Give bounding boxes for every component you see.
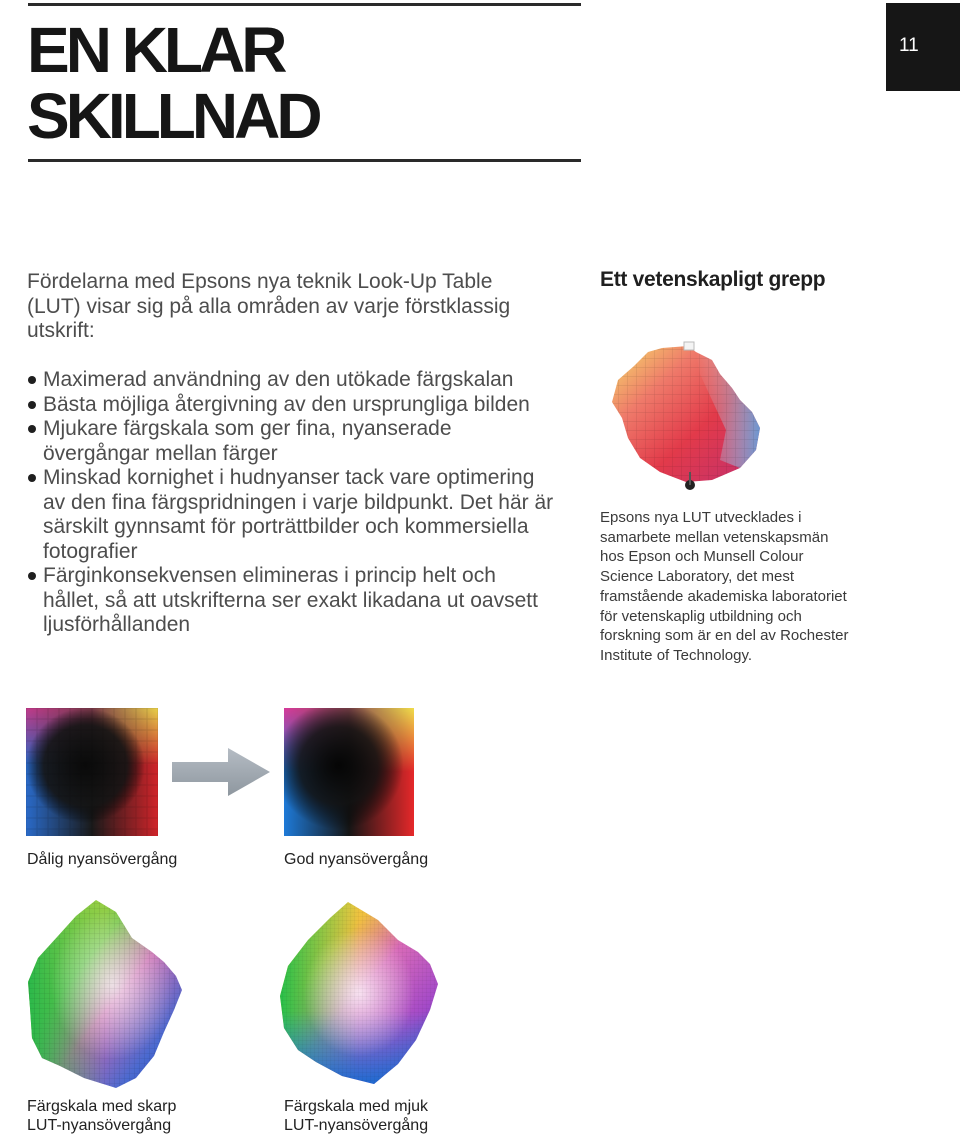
gamut-solid-sharp xyxy=(24,898,186,1090)
sidebar-text: Epsons nya LUT utvecklades i samarbete mellan vetenskapsmän hos Epson och Munsell Colour Science Laboratory, det mest framstående akademiska laboratoriet för vetenskaplig utbildning och forskning som är en del av Rochester Institute of Technology. xyxy=(600,509,849,664)
list-item-continuation: övergångar mellan färger xyxy=(43,441,278,465)
bullet-icon xyxy=(28,425,36,433)
caption-bad-gradient: Dålig nyansövergång xyxy=(27,851,178,868)
bullet-icon xyxy=(28,474,36,482)
list-item: Minskad kornighet i hudnyanser tack vare optimering xyxy=(27,466,587,491)
intro-line: utskrift: xyxy=(27,319,95,342)
list-item: Mjukare färgskala som ger fina, nyanserade xyxy=(27,417,587,442)
top-rule xyxy=(28,3,581,6)
intro-line: (LUT) visar sig på alla områden av varje förstklassig xyxy=(27,294,511,318)
list-item-continuation: särskilt gynnsamt för porträttbilder och kommersiella xyxy=(43,515,529,538)
intro-paragraph xyxy=(27,270,587,344)
benefits-list xyxy=(27,368,587,638)
page-number: 11 xyxy=(899,35,919,56)
list-item-continuation: hållet, så att utskrifterna ser exakt likadana ut oavsett xyxy=(43,588,538,612)
list-item-continuation: av den fina färgspridningen i varje bildpunkt. Det här är xyxy=(43,490,554,514)
caption-good-gradient: God nyansövergång xyxy=(284,851,429,868)
list-item-continuation: fotografier xyxy=(43,539,138,563)
intro-line: Fördelarna med Epsons nya teknik Look-Up Table xyxy=(27,270,493,293)
color-solid-illustration xyxy=(600,340,770,490)
list-item: Bästa möjliga återgivning av den ursprungliga bilden xyxy=(27,393,587,418)
page-number-box xyxy=(886,3,960,91)
caption-smooth-gamut: Färgskala med mjuk LUT-nyansövergång xyxy=(284,1098,429,1134)
page-title-line-2: SKILLNAD xyxy=(27,80,319,152)
gradient-square-good xyxy=(284,708,414,836)
sidebar-title: Ett vetenskapligt grepp xyxy=(600,268,826,291)
caption-sharp-gamut: Färgskala med skarp LUT-nyansövergång xyxy=(27,1098,177,1134)
gradient-square-bad xyxy=(26,708,158,836)
bullet-icon xyxy=(28,401,36,409)
list-item-continuation: ljusförhållanden xyxy=(43,613,191,636)
arrow-right-icon xyxy=(172,748,272,798)
gamut-solid-smooth xyxy=(278,900,442,1090)
bullet-icon xyxy=(28,376,36,384)
title-underline-rule xyxy=(28,159,581,162)
page-title-line-1: EN KLAR xyxy=(27,14,284,86)
list-item: Färginkonsekvensen elimineras i princip helt och xyxy=(27,564,587,589)
list-item: Maximerad användning av den utökade färgskalan xyxy=(27,368,587,393)
bullet-icon xyxy=(28,572,36,580)
